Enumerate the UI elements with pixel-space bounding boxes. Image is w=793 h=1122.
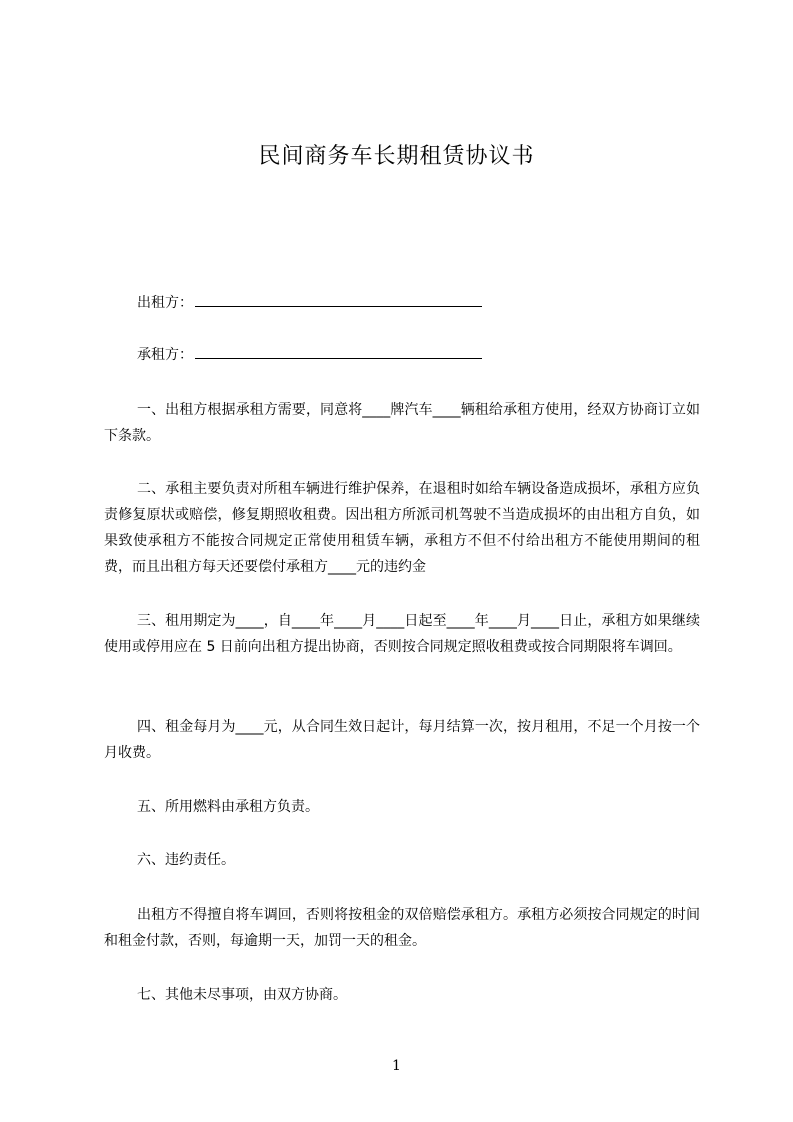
clause-7: 七、其他未尽事项，由双方协商。 [137,987,347,1003]
page-number: 1 [392,1058,401,1074]
clause-2: 二、承租主要负责对所租车辆进行维护保养，在退租时如给车辆设备造成损坏，承租方应负责修复原状或赔偿，修复期照收租费。因出租方所派司机驾驶不当造成损坏的由出租方自负，如果致使承租方不能按合同规定正常使用租赁车辆，承租方不但不付给出租方不能使用期间的租费，而且出租方每天还要偿付承租方____元的违约金 [104,481,700,575]
lessee-blank-line [195,344,482,359]
clause-1: 一、出租方根据承租方需要，同意将____牌汽车____辆租给承租方使用，经双方协商订立如下条款。 [104,402,700,444]
clause-5: 五、所用燃料由承租方负责。 [137,799,319,815]
lessor-label: 出租方： [137,295,193,311]
lessee-label: 承租方： [137,347,193,363]
lessee-field [137,344,482,365]
document-title: 民间商务车长期租赁协议书 [258,144,535,169]
lessor-blank-line [195,292,482,307]
clause-4: 四、租金每月为____元，从合同生效日起计，每月结算一次，按月租用，不足一个月按一个月收费。 [104,719,700,761]
lessor-field [137,292,482,313]
clause-6: 六、违约责任。 [137,852,235,868]
clause-3: 三、租用期定为____，自____年____月____日起至____年____月____日止，承租方如果继续使用或停用应在 5 日前向出租方提出协商，否则按合同规定照收租费或按合同期限将车调回。 [104,613,700,655]
clause-6-detail: 出租方不得擅自将车调回，否则将按租金的双倍赔偿承租方。承租方必须按合同规定的时间和租金付款，否则，每逾期一天，加罚一天的租金。 [104,907,700,949]
